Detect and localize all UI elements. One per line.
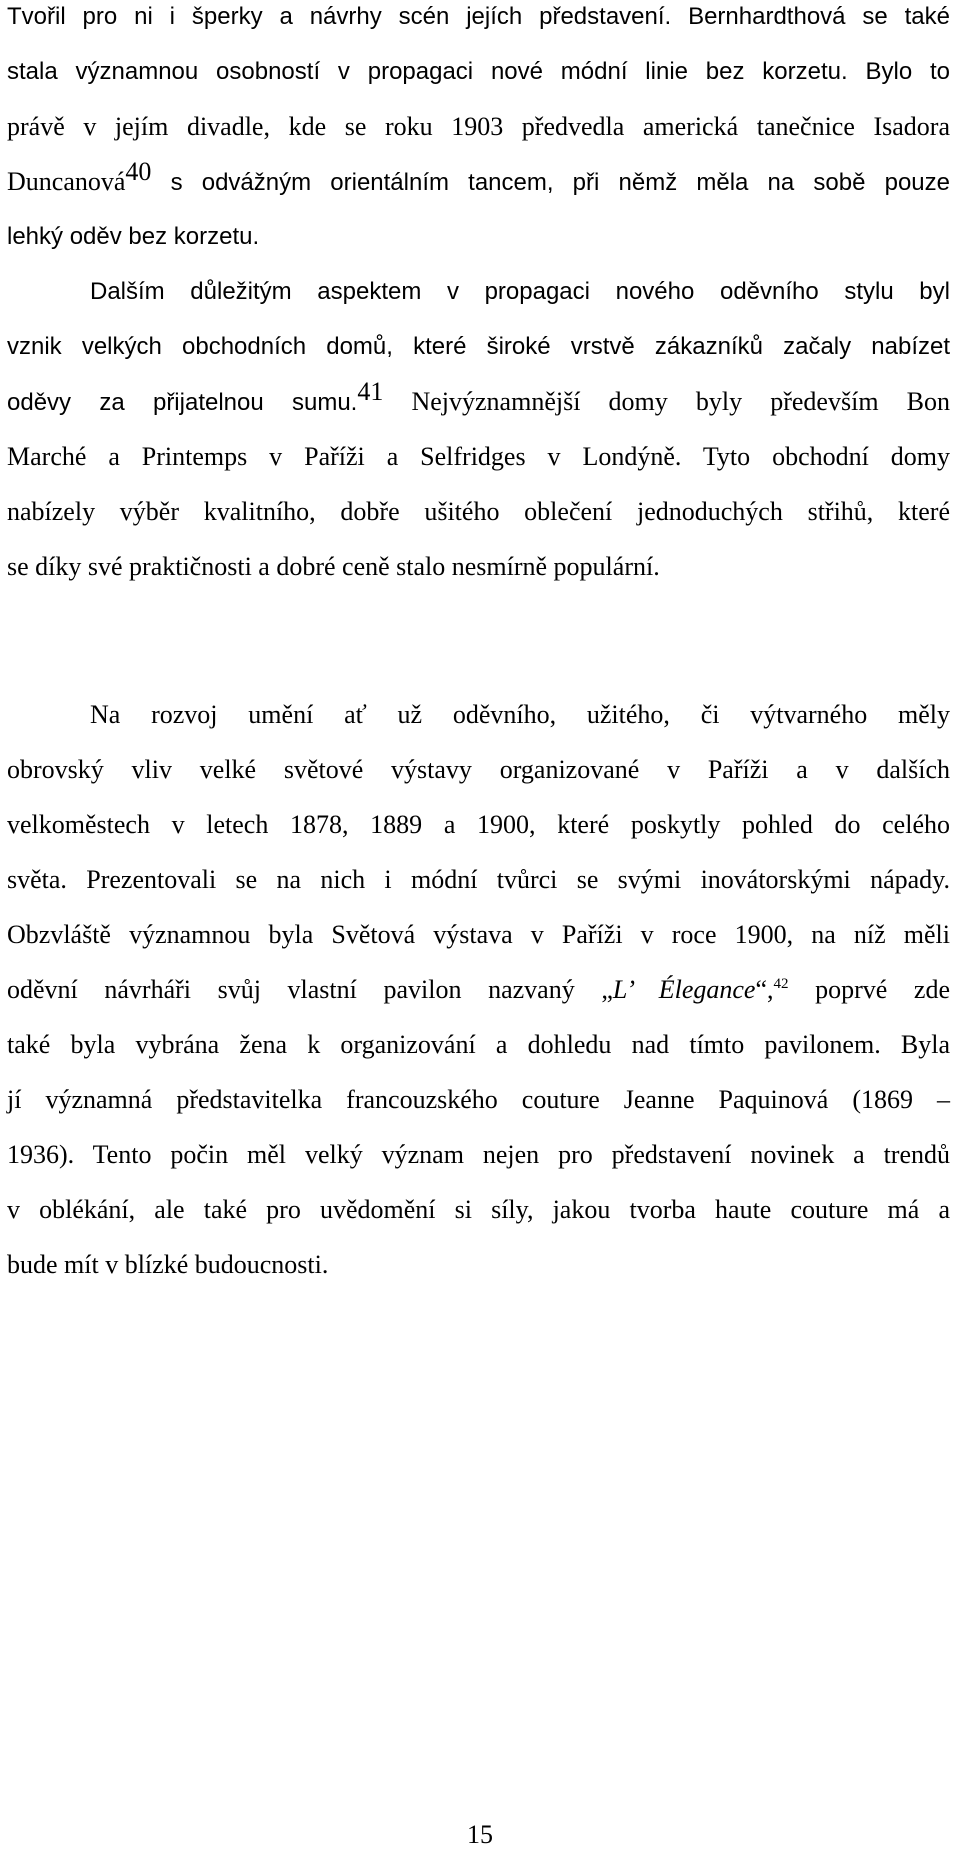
text-line: Marché a Printemps v Paříži a Selfridges v Londýně. Tyto obchodní domy (7, 442, 950, 471)
text-span: poprvé zde (788, 975, 951, 1004)
quote-open: „ (601, 975, 613, 1004)
footnote-ref: 42 (773, 976, 789, 992)
text-span: oděvní návrháři svůj vlastní pavilon nazvaný (7, 975, 602, 1004)
text-line: 1936). Tento počin měl velký význam nejen pro představení novinek a trendů (7, 1140, 950, 1169)
text-line: se díky své praktičnosti a dobré ceně stalo nesmírně populární. (7, 552, 660, 581)
text-line: velkoměstech v letech 1878, 1889 a 1900, které poskytly pohled do celého (7, 810, 950, 839)
text-span: Nejvýznamnější domy byly především Bon (383, 387, 950, 416)
text-line: v oblékání, ale také pro uvědomění si síly, jakou tvorba haute couture má a (7, 1195, 950, 1224)
text-line: také byla vybrána žena k organizování a dohledu nad tímto pavilonem. Byla (7, 1030, 950, 1059)
text-line: Dalším důležitým aspektem v propagaci nového oděvního stylu byl (90, 278, 950, 305)
text-line (7, 975, 950, 1005)
text-line: Tvořil pro ni i šperky a návrhy scén jejích představení. Bernhardthová se také (7, 3, 950, 30)
text-line: Na rozvoj umění ať už oděvního, užitého, či výtvarného měly (90, 700, 950, 729)
text-span: Duncanová (7, 167, 126, 196)
text-line (7, 157, 950, 197)
page-number: 15 (467, 1820, 493, 1849)
text-line: světa. Prezentovali se na nich i módní tvůrci se svými inovátorskými nápady. (7, 865, 950, 894)
text-line: vznik velkých obchodních domů, které široké vrstvě zákazníků začaly nabízet (7, 333, 950, 360)
text-line: nabízely výběr kvalitního, dobře ušitého oblečení jednoduchých střihů, které (7, 497, 950, 526)
quote-close: “, (755, 975, 774, 1004)
text-span: oděvy za přijatelnou sumu. (7, 389, 358, 416)
pavilion-name: L’ Élegance (612, 975, 756, 1004)
text-line: stala významnou osobností v propagaci nové módní linie bez korzetu. Bylo to (7, 58, 950, 85)
text-line: obrovský vliv velké světové výstavy organizované v Paříži a v dalších (7, 755, 950, 784)
text-line: bude mít v blízké budoucnosti. (7, 1250, 329, 1279)
text-line (7, 377, 950, 417)
footnote-ref: 41 (357, 377, 384, 406)
text-line: lehký oděv bez korzetu. (7, 223, 260, 250)
text-line: Obzvláště významnou byla Světová výstava v Paříži v roce 1900, na níž měli (7, 920, 950, 949)
footnote-ref: 40 (125, 157, 152, 186)
text-line: jí významná představitelka francouzského couture Jeanne Paquinová (1869 – (7, 1085, 950, 1114)
text-line: právě v jejím divadle, kde se roku 1903 předvedla americká tanečnice Isadora (7, 112, 950, 141)
text-span: s odvážným orientálním tancem, při němž měla na sobě pouze (151, 169, 950, 196)
